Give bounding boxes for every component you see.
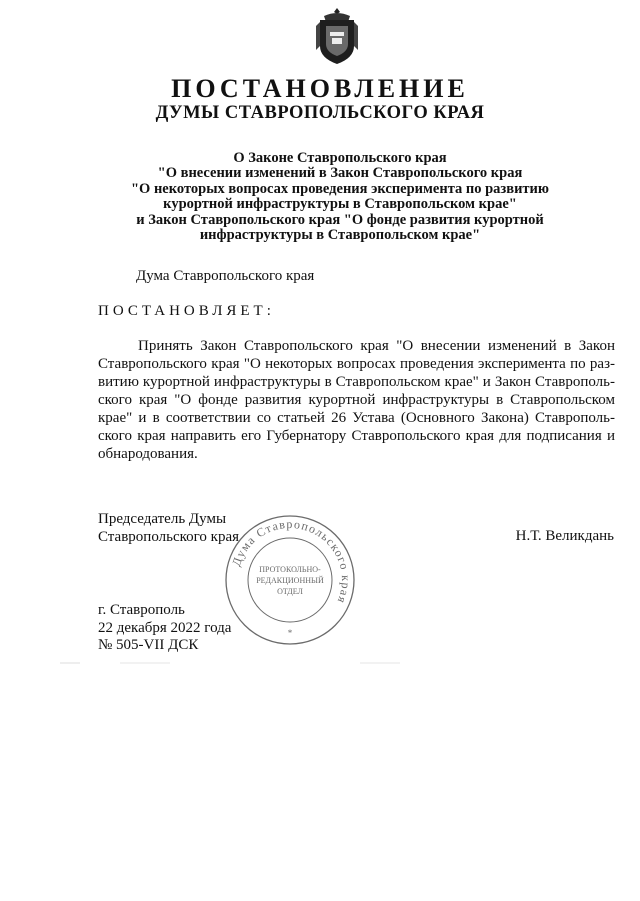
subject-line: О Законе Ставропольского края xyxy=(233,150,447,166)
position-line: Ставропольского края xyxy=(98,529,239,545)
resolution-body xyxy=(98,337,615,463)
body-line: Принять Закон Ставропольского края "О внесении изменений в Закон xyxy=(138,338,615,354)
coat-of-arms-emblem xyxy=(314,6,360,66)
signatory-name: Н.Т. Великдань xyxy=(515,528,614,544)
document-subtitle: ДУМЫ СТАВРОПОЛЬСКОГО КРАЯ xyxy=(155,103,485,123)
stamp-inner-text: ПРОТОКОЛЬНО- xyxy=(259,565,321,574)
body-line: ского края направить его Губернатору Ставропольского края для подписания и xyxy=(98,428,615,444)
position-line: Председатель Думы xyxy=(98,511,227,527)
footer-number: № 505-VII ДСК xyxy=(98,637,199,653)
subject-line: курортной инфраструктуры в Ставропольском крае" xyxy=(163,196,517,213)
resolves-heading: ПОСТАНОВЛЯЕТ: xyxy=(98,303,275,319)
body-line: витию курортной инфраструктуры в Ставропольском крае" и Закон Ставрополь- xyxy=(98,374,615,390)
body-line: ского края "О фонде развития курортной инфраструктуры в Ставропольском xyxy=(98,392,615,408)
scan-noise-line xyxy=(60,662,620,664)
stamp-inner-text: ОТДЕЛ xyxy=(277,587,303,596)
signatory-position xyxy=(98,510,239,546)
document-footer xyxy=(98,602,231,655)
subject-line: инфраструктуры в Ставропольском крае" xyxy=(199,227,481,244)
resolution-subject xyxy=(100,151,580,243)
subject-line: "О внесении изменений в Закон Ставропольского края xyxy=(157,165,523,182)
footer-city: г. Ставрополь xyxy=(98,602,185,618)
document-title: ПОСТАНОВЛЕНИЕ xyxy=(171,74,469,103)
body-line: крае" и в соответствии со статьей 26 Устава (Основного Закона) Ставрополь- xyxy=(98,410,615,426)
stamp-star-icon: * xyxy=(287,628,293,638)
preamble: Дума Ставропольского края xyxy=(136,268,315,284)
footer-date: 22 декабря 2022 года xyxy=(98,619,232,636)
body-line: Ставропольского края "О некоторых вопросах проведения эксперимента по раз- xyxy=(98,356,615,372)
body-line: обнародования. xyxy=(98,446,198,462)
stamp-inner-text: РЕДАКЦИОННЫЙ xyxy=(256,576,324,585)
official-stamp xyxy=(222,512,358,648)
subject-line: и Закон Ставропольского края "О фонде развития курортной xyxy=(136,211,544,228)
subject-line: "О некоторых вопросах проведения эксперимента по развитию xyxy=(131,180,549,197)
stamp-outer-text: Дума Ставропольского края xyxy=(229,516,354,607)
